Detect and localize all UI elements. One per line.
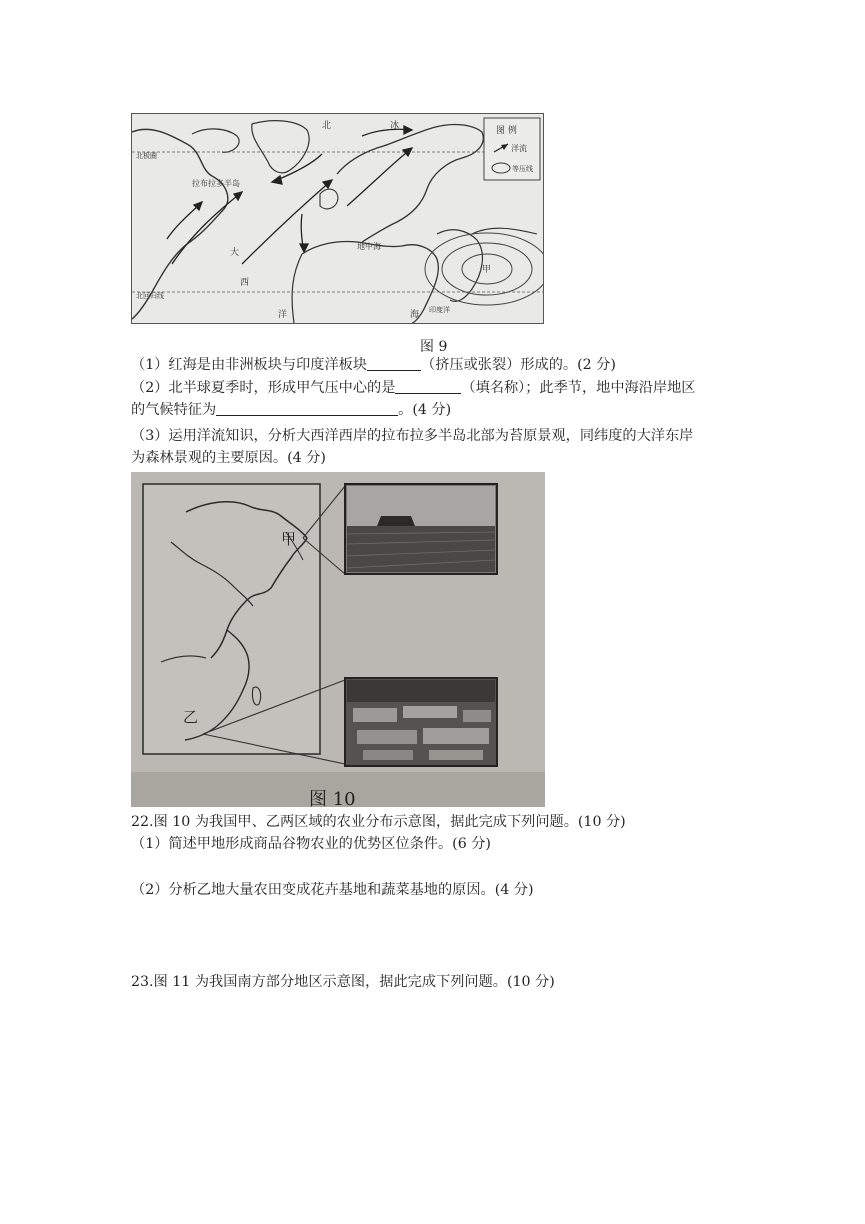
legend-current: 洋流 [511,144,527,153]
q21-part3-line1: （3）运用洋流知识，分析大西洋西岸的拉布拉多半岛北部为苔原景观，同纬度的大洋东岸 [131,428,694,444]
q21-part1 [131,355,616,375]
q22-part2: （2）分析乙地大量农田变成花卉基地和蔬菜基地的原因。(4 分) [131,882,534,898]
figure-10-caption: 图 10 [309,789,356,807]
label-north: 北 [322,121,332,131]
label-mediterranean: 地中海 [357,242,381,251]
label-indian-ocean: 印度洋 [429,306,450,314]
label-ocean-xi: 西 [240,278,250,288]
answer-blank[interactable] [367,356,421,371]
q21-part1-prefix: （1）红海是由非洲板块与印度洋板块 [131,357,368,373]
q21-part2 [131,378,696,398]
label-ice: 冰 [390,121,400,131]
figure-9-map [131,113,544,324]
q22-stem: 22.图 10 为我国甲、乙两区域的农业分布示意图，据此完成下列问题。(10 分) [131,814,626,830]
legend-isobar: 等压线 [512,165,533,173]
label-ocean-hai: 海 [410,310,420,320]
label-ocean-yang: 洋 [278,310,288,320]
china-agriculture-map [131,472,545,807]
label-tropic: 北回归线 [136,292,164,300]
q21-part3-line2: 为森林景观的主要原因。(4 分) [131,450,326,466]
label-labrador: 拉布拉多半岛 [192,179,240,188]
legend-title: 图 例 [496,126,517,136]
q21-part1-suffix: （挤压或张裂）形成的。(2 分) [421,357,616,373]
figure-10-photo [131,472,545,807]
label-yi-region: 乙 [183,708,199,726]
figure-9-caption: 图 9 [420,339,448,355]
north-atlantic-map [132,114,543,323]
q21-part2-line2 [131,400,451,420]
label-ocean-da: 大 [230,248,240,258]
q23-stem: 23.图 11 为我国南方部分地区示意图，据此完成下列问题。(10 分) [131,974,555,990]
q21-part2-line2-prefix: 的气候特征为 [131,402,217,418]
label-jia-region: 甲 [281,530,297,548]
q22-part1: （1）简述甲地形成商品谷物农业的优势区位条件。(6 分) [131,836,491,852]
q21-part2-line2-suffix: 。(4 分) [398,402,452,418]
label-jia: 甲 [482,265,492,275]
answer-blank[interactable] [395,379,461,394]
label-arctic-circle: 北极圈 [136,152,157,160]
q21-part2-prefix: （2）北半球夏季时，形成甲气压中心的是 [131,380,396,396]
q21-part2-middle: （填名称）；此季节，地中海沿岸地区 [461,380,696,396]
answer-blank[interactable] [216,401,398,416]
